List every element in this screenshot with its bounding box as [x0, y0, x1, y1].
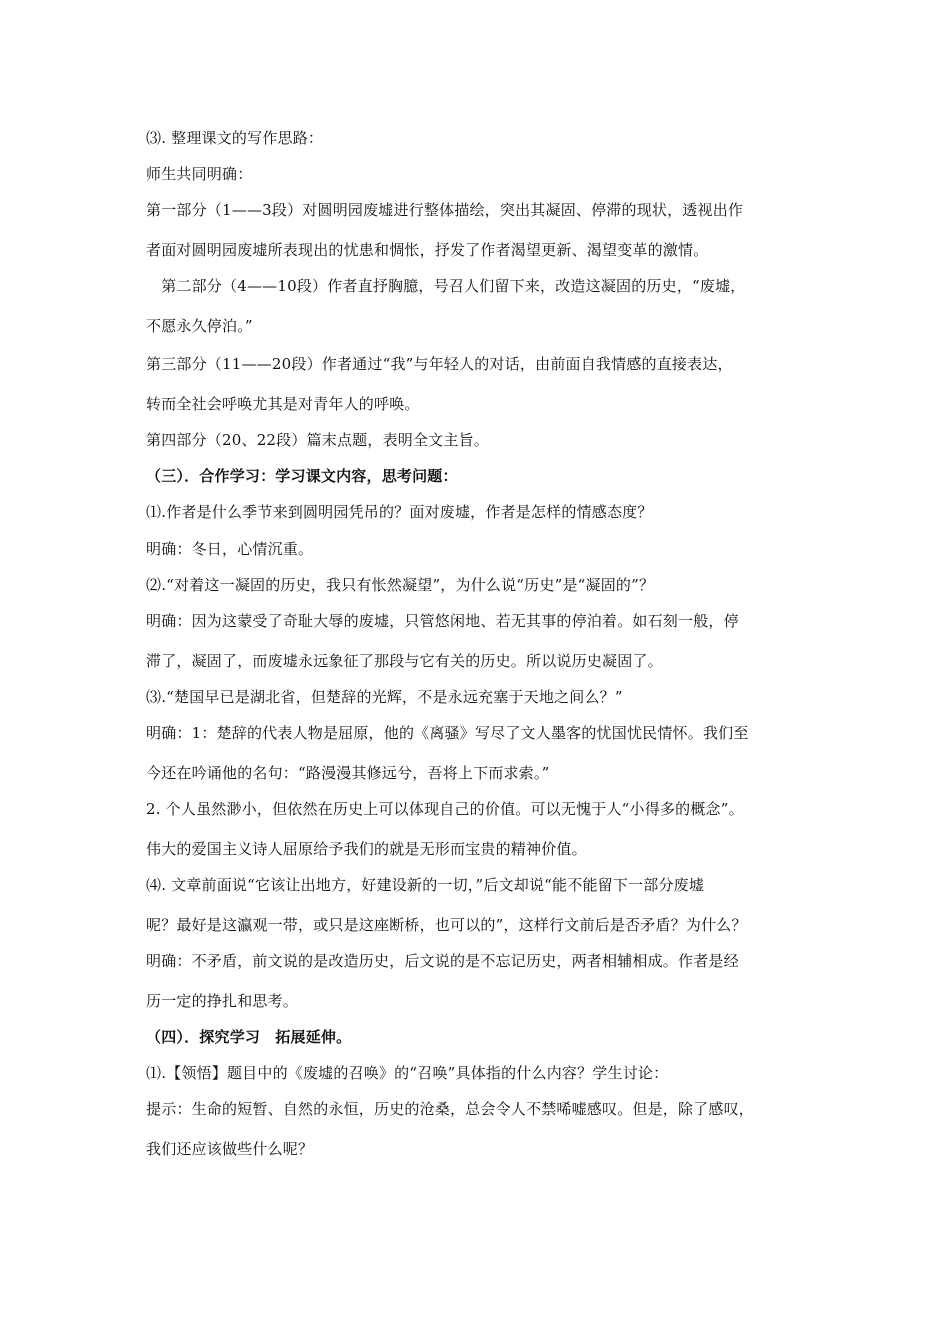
section-heading-cooperative-learning: （三）．合作学习：学习课文内容，思考问题：: [146, 467, 458, 485]
question-line: ⑷. 文章前面说“它该让出地方，好建设新的一切，”后文却说“能不能留下一部分废墟: [146, 876, 705, 894]
answer-line: 明确：因为这蒙受了奇耻大辱的废墟，只管悠闲地、若无其事的停泊着。如石刻一般，停: [146, 612, 739, 630]
paragraph-line: 师生共同明确：: [146, 165, 253, 183]
question-line: 呢？最好是这瀛观一带，或只是这座断桥，也可以的”，这样行文前后是否矛盾？为什么？: [146, 916, 747, 934]
paragraph-line: 第一部分（1——3段）对圆明园废墟进行整体描绘，突出其凝固、停滞的现状，透视出作: [146, 201, 744, 219]
question-line: ⑶.“楚国早已是湖北省，但楚辞的光辉，不是永远充塞于天地之间么？”: [146, 688, 623, 706]
hint-line: 提示：生命的短暂、自然的永恒，历史的沧桑，总会令人不禁唏嘘感叹。但是，除了感叹，: [146, 1100, 755, 1118]
question-line: ⑴.作者是什么季节来到圆明园凭吊的？面对废墟，作者是怎样的情感态度？: [146, 503, 653, 521]
answer-line: 明确：不矛盾，前文说的是改造历史，后文说的是不忘记历史，两者相辅相成。作者是经: [146, 952, 739, 970]
answer-line: 伟大的爱国主义诗人屈原给予我们的就是无形而宝贵的精神价值。: [146, 840, 587, 858]
paragraph-line: 不愿永久停泊。”: [146, 317, 253, 335]
section-heading-writing-outline: ⑶. 整理课文的写作思路：: [146, 129, 324, 147]
answer-line: 明确：1：楚辞的代表人物是屈原，他的《离骚》写尽了文人墨客的忧国忧民情怀。我们至: [146, 724, 749, 742]
answer-line: 滞了，凝固了，而废墟永远象征了那段与它有关的历史。所以说历史凝固了。: [146, 652, 663, 670]
answer-line: 2. 个人虽然渺小，但依然在历史上可以体现自己的价值。可以无愧于人“小得多的概念”。: [146, 800, 744, 818]
question-line: ⑵.“对着这一凝固的历史，我只有怅然凝望”，为什么说“历史”是“凝固的”？: [146, 576, 655, 594]
paragraph-line: 第三部分（11——20段）作者通过“我”与年轻人的对话，由前面自我情感的直接表达，: [146, 355, 733, 373]
paragraph-line: 转而全社会呼唤尤其是对青年人的呼唤。: [146, 395, 420, 413]
paragraph-line: 第二部分（4——10段）作者直抒胸臆，号召人们留下来，改造这凝固的历史，“废墟，: [146, 277, 746, 295]
question-line: ⑴.【领悟】题目中的《废墟的召唤》的“召唤”具体指的什么内容？学生讨论：: [146, 1064, 669, 1082]
answer-line: 明确：冬日，心情沉重。: [146, 540, 314, 558]
paragraph-line: 第四部分（20、22段）篇末点题，表明全文主旨。: [146, 431, 489, 449]
section-heading-exploration: （四）．探究学习 拓展延伸。: [146, 1028, 352, 1046]
paragraph-line: 者面对圆明园废墟所表现出的忧患和惆怅，抒发了作者渴望更新、渴望变革的激情。: [146, 241, 709, 259]
answer-line: 历一定的挣扎和思考。: [146, 992, 299, 1010]
answer-line: 今还在吟诵他的名句：“路漫漫其修远兮，吾将上下而求索。”: [146, 764, 550, 782]
hint-line: 我们还应该做些什么呢？: [146, 1140, 314, 1158]
